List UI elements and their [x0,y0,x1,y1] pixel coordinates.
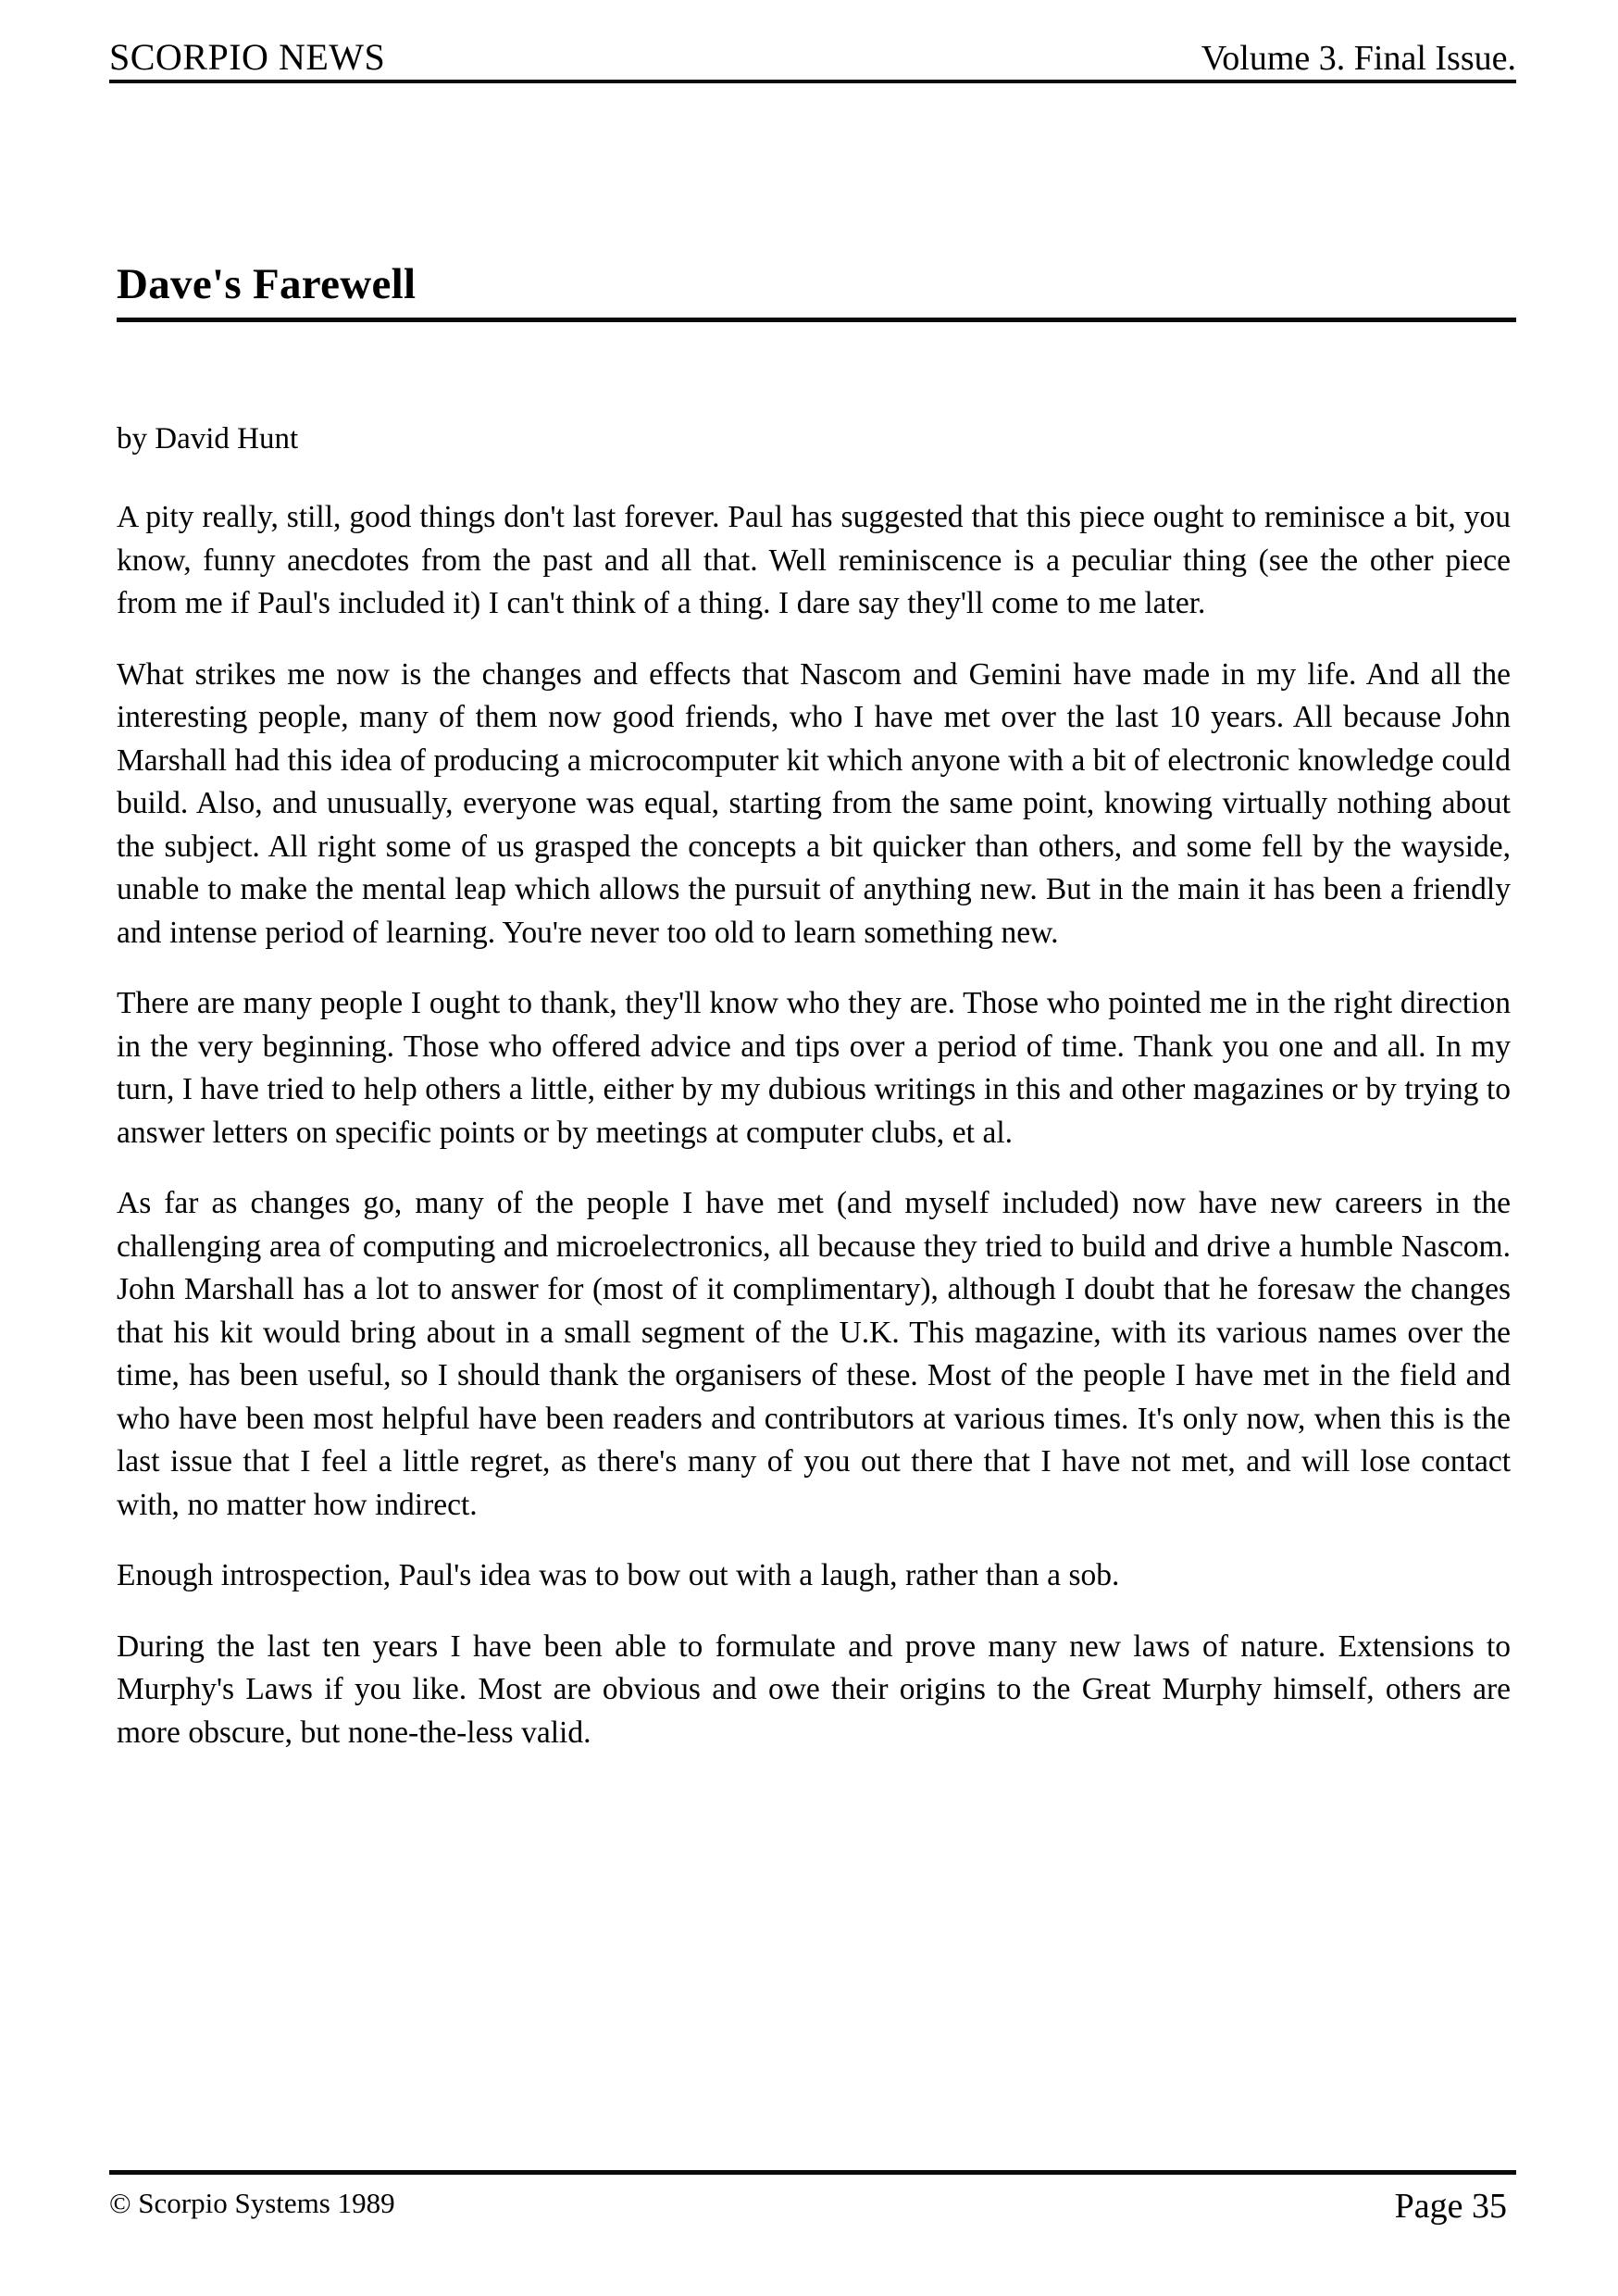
page-header [109,36,1516,96]
body-paragraph: Enough introspection, Paul's idea was to bow out with a laugh, rather than a sob. [117,1558,1120,1593]
copyright-notice: © Scorpio Systems 1989 [109,2187,395,2219]
body-paragraph: What strikes me now is the changes and effects that Nascom and Gemini have made in my life. And all the interesting people, many of them now good friends, who I have met over the last 10 years. All because John Marshall had this idea of producing a microcomputer kit which anyone with a bit of electronic knowledge could build. Also, and unusually, everyone was equal, starting from the same point, knowing virtually nothing about the subject. All right some of us grasped the concepts a bit quicker than others, and some fell by the wayside, unable to make the mental leap which allows the pursuit of anything new. But in the main it has been a friendly and intense period of learning. You're never too old to learn something new. [117,656,1511,950]
publication-title: SCORPIO NEWS [109,36,386,78]
body-paragraph: A pity really, still, good things don't last forever. Paul has suggested that this piece ought to reminisce a bit, you know, funny anecdotes from the past and all that. Well reminiscence is a peculiar thing (see the other piece from me if Paul's included it) I can't think of a thing. I dare say they'll come to me later. [117,500,1511,621]
body-paragraph: During the last ten years I have been able to formulate and prove many new laws of nature. Extensions to Murphy's Laws if you like. Most are obvious and owe their origins to the Great Murphy himself, others are more obscure, but none-the-less valid. [117,1628,1511,1750]
page-title: Dave's Farewell [117,262,1516,321]
article-title-block [117,233,1516,351]
article-byline: by David Hunt [117,422,299,455]
article-body [117,418,1511,1754]
page-header-row [109,36,1516,83]
body-paragraph: There are many people I ought to thank, they'll know who they are. Those who pointed me in the right direction in the very beginning. Those who offered advice and tips over a period of time. Thank you one and all. In my turn, I have tried to help others a little, either by my dubious writings in this and other magazines or by trying to answer letters on specific points or by meetings at computer clubs, et al. [117,986,1512,1150]
issue-label: Volume 3. Final Issue. [1201,39,1516,78]
body-paragraph: As far as changes go, many of the people I have met (and myself included) now have new careers in the challenging area of computing and microelectronics, all because they tried to build and drive a humble Nascom. John Marshall has a lot to answer for (most of it complimentary), although I doubt that he foresaw the changes that his kit would bring about in a small segment of the U.K. This magazine, with its various names over the time, has been useful, so I should thank the organisers of these. Most of the people I have met in the field and who have been most helpful have been readers and contributors at various times. It's only now, when this is the last issue that I feel a little regret, as there's many of you out there that I have not met, and will lose contact with, no matter how indirect. [117,1186,1511,1522]
page-number: Page 35 [1394,2187,1507,2226]
page-footer-row [109,2170,1516,2227]
page-footer [109,2170,1516,2227]
